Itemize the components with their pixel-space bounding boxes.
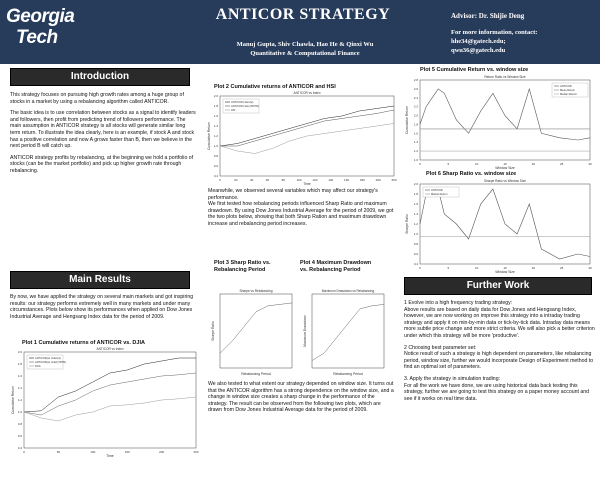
plot5-xtick-label: 15: [503, 162, 507, 166]
email-2: qwu36@gatech.edu: [451, 47, 506, 54]
plot1-ytick-label: 1.6: [17, 374, 22, 378]
plot5-legend-entry: Mean Return: [560, 89, 575, 92]
plot6-legend-entry: ANTICOR: [431, 189, 443, 192]
advisor-block: [451, 12, 596, 55]
program: Quantitative & Computational Finance: [250, 50, 360, 57]
plot4-inner-title: Maximum Drawdown vs Rebalancing: [321, 289, 375, 293]
main-results-heading: Main Results: [10, 271, 190, 289]
plot6-xlabel: Window Size: [495, 270, 515, 274]
plot1-xlabel: Time: [106, 454, 114, 458]
plot6-ytick-label: 0.8: [413, 242, 418, 246]
plot1-ytick-label: 0.4: [17, 446, 22, 450]
plot2-title: Plot 2 Cumulative returns of ANTICOR and HSI: [214, 84, 336, 90]
plot6-title: Plot 6 Sharp Ratio vs. window size: [426, 171, 517, 177]
plot5-ytick-label: 1.4: [413, 140, 418, 145]
logo-line1: Georgia: [6, 6, 75, 27]
plot6-xtick-label: 0: [419, 266, 421, 270]
plot2-ytick-label: 1.4: [213, 124, 218, 128]
header-banner: [0, 0, 600, 64]
introduction-heading: Introduction: [10, 68, 190, 86]
plot1-legend-entry: ANTICOR(w) Index(TRTR): [35, 361, 66, 364]
further-work-heading: Further Work: [404, 277, 592, 295]
plot2-xtick-label: 120: [312, 178, 318, 182]
authors-block: [190, 40, 420, 58]
plot6-xtick-label: 30: [588, 266, 592, 270]
plot6-ylabel: Sharpe Ratio: [405, 214, 409, 234]
plot1-xtick-label: 150: [124, 450, 130, 454]
plot2-xtick-label: 200: [375, 178, 381, 182]
plot3-ylabel: Sharpe Ratio: [211, 321, 215, 341]
plot2-ytick-label: 0.4: [213, 174, 218, 178]
plot6-inner-title: Sharpe Ratio vs Window Size: [484, 179, 526, 183]
plot5-title: Plot 5 Cumulative Return vs. window size: [420, 67, 529, 73]
main-results-body: [10, 294, 196, 325]
plot2-legend-entry: HSI: [231, 109, 236, 112]
plot4-title: Plot 4 Maximum Drawdown vs. Rebalancing Period: [300, 260, 372, 273]
plot6-ytick-label: 0.6: [413, 252, 418, 256]
plot6-legend-entry: Market Return: [431, 193, 448, 196]
plot2-legend-entry: ANTICOR Index(TR/TR): [231, 105, 260, 108]
middle-paragraph-3: We also tested to what extent our strategy depended on window size. It turns out that the ANTICOR algorithm has a strong dependence on the window size, and a change in window size creates a sharp change in the performance of the strategy. The result can be observed from the following two plots, which are drawn from Dow Jones Industrial Average data for the period of 2009.: [208, 381, 394, 414]
plot6-ytick-label: 2.0: [413, 182, 418, 186]
plot2-ytick-label: 1.6: [213, 114, 218, 118]
plot5-ytick-label: 1.2: [413, 149, 418, 154]
further-work-body: [404, 300, 596, 407]
plot5-ytick-label: 2.4: [413, 95, 418, 100]
plot6-chart: [404, 178, 596, 274]
middle-text-1: [208, 188, 394, 233]
plot2-ytick-label: 2.0: [213, 94, 218, 98]
plot1-ytick-label: 1.0: [17, 410, 22, 414]
plot1-xtick-label: 200: [159, 450, 165, 454]
plot2-xtick-label: 20: [234, 178, 238, 182]
plot4-chart: [302, 288, 388, 376]
email-1: hhe34@gatech.edu;: [451, 38, 506, 45]
plot5-ytick-label: 2.2: [413, 104, 418, 109]
plot5-xtick-label: 0: [419, 162, 421, 166]
plot1-ytick-label: 1.2: [17, 398, 22, 402]
plot3-inner-title: Sharpe vs Rebalancing: [239, 289, 273, 293]
middle-text-2: [208, 381, 394, 419]
plot5-xtick-label: 5: [447, 162, 450, 166]
plot6-ytick-label: 1.4: [413, 212, 418, 216]
plot2-xtick-label: 0: [219, 178, 221, 182]
plot1-ytick-label: 1.4: [17, 386, 22, 390]
plot6-ytick-label: 1.2: [413, 222, 418, 226]
intro-paragraph-1: This strategy focuses on pursuing high growth rates among a huge group of stocks in a market by using a rebalancing algorithm called ANTICOR.: [10, 92, 184, 105]
plot5-ylabel: Cumulative Return: [405, 105, 409, 135]
plot2-xtick-label: 60: [265, 178, 270, 182]
logo-line2: Tech: [16, 27, 58, 48]
plot2-xtick-label: 40: [249, 178, 254, 182]
plot4-plot-area: [312, 294, 384, 368]
plot1-ytick-label: 2.0: [17, 350, 22, 354]
plot2-xtick-label: 160: [344, 178, 350, 182]
plot1-ylabel: Cumulative Return: [11, 385, 15, 415]
fw-item3-title: 3. Apply the strategy in simulation trading:: [404, 375, 501, 382]
plot4-xlabel: Rebalancing Period: [333, 372, 363, 376]
middle-paragraph-1: Meanwhile, we observed several variables which may affect our strategy's performance.: [208, 188, 378, 201]
plot5-chart: [404, 74, 596, 170]
plot6-xtick-label: 5: [447, 266, 450, 270]
contact-label: For more information, contact:: [451, 29, 538, 36]
fw-item1-text: Above results are based on daily data for Dow Jones and Hengsang Index, however, we are now working on improve this strategy into a intraday trading strategy and apply it on min-by-min data or tick-by-tick data. Intraday data means more subtle price change and more strict criteria. We will also pick a better criterion under which this strategy will be more 'productive'.: [404, 306, 595, 339]
plot1-title: Plot 1 Cumulative returns of ANTICOR vs. DJIA: [22, 340, 145, 346]
plot1-ytick-label: 1.8: [17, 362, 22, 366]
plot5-legend-entry: Median Return: [560, 93, 578, 96]
plot5-ytick-label: 2.6: [413, 86, 418, 91]
plot2-inner-title: ANTICOR vs Index: [293, 91, 321, 95]
plot4-ylabel: Maximum Drawdown: [303, 315, 307, 347]
plot1-ytick-label: 0.6: [17, 434, 22, 438]
plot1-xtick-label: 50: [56, 450, 61, 454]
plot6-xtick-label: 10: [474, 266, 479, 270]
plot1-chart: [10, 346, 200, 458]
plot5-xtick-label: 30: [588, 162, 592, 166]
plot1-legend-entry: DJIA: [35, 365, 41, 368]
plot2-xtick-label: 100: [296, 178, 302, 182]
fw-item2-text: Notice result of such a strategy is high dependent on parameters, like rebalancing period, window size, further we would incorporate Design of Experiment method to find an optimal set of parameters.: [404, 351, 594, 371]
plot1-xtick-label: 0: [23, 450, 25, 454]
plot5-xtick-label: 25: [559, 162, 564, 166]
georgia-tech-logo: [6, 6, 76, 56]
plot5-xtick-label: 10: [474, 162, 479, 166]
plot1-legend-entry: ANTICOR(w) Index(w): [35, 357, 61, 360]
intro-paragraph-2: The basic idea is to use correlation between stocks as a signal to identify leaders and followers, then profit from predicting trend of followers performance. The main assumption in ANTICOR strategy is all stocks will generate similar long term return. To illustrate the idea clearly, here is an example, if stock A and stock has a positive correlation and now A grows faster than B, then we believe in the next period B will catch up.: [10, 110, 196, 150]
plot2-ylabel: Cumulative Return: [207, 121, 211, 151]
plot6-ytick-label: 1.8: [413, 192, 418, 196]
plot2-xlabel: Time: [303, 182, 311, 186]
plot2-xtick-label: 140: [328, 178, 334, 182]
plot5-xtick-label: 20: [531, 162, 536, 166]
plot1-xtick-label: 100: [90, 450, 96, 454]
plot2-xtick-label: 180: [359, 178, 365, 182]
poster-title: ANTICOR STRATEGY: [215, 6, 391, 23]
plot2-ytick-label: 0.6: [213, 164, 218, 168]
middle-paragraph-2: We first tested how rebalancing periods influenced Sharp Ratio and maximum drawdown. By using Dow Jones Industrial Average for the period of 2009, we got the two plots below, showing that both Sharp Ration and maximum drawdown increase and rebalancing period increases.: [208, 201, 394, 227]
plot5-ytick-label: 1.0: [413, 158, 418, 162]
plot2-legend-entry: ANTICOR Index(w): [231, 101, 254, 104]
plot5-xlabel: Window Size: [495, 166, 515, 170]
plot2-ytick-label: 1.2: [213, 134, 218, 138]
plot6-ytick-label: 1.6: [413, 202, 418, 206]
plot5-inner-title: Return Ratio vs Window Size: [484, 75, 526, 79]
plot6-ytick-label: 0.4: [413, 262, 418, 266]
plot2-xtick-label: 250: [391, 178, 397, 182]
plot5-ytick-label: 1.8: [413, 122, 418, 127]
plot3-xlabel: Rebalancing Period: [241, 372, 271, 376]
plot3-title: Plot 3 Sharp Ratio vs. Rebalancing Period: [214, 260, 271, 273]
plot3-plot-area: [220, 294, 292, 368]
plot1-xtick-label: 250: [193, 450, 199, 454]
plot5-legend-entry: ANTICOR: [560, 85, 572, 88]
advisor: Advisor: Dr. Shijie Deng: [451, 12, 525, 20]
fw-item2-title: 2 Choosing best parameter set:: [404, 344, 477, 351]
plot2-xtick-label: 80: [281, 178, 285, 182]
plot2-ytick-label: 0.8: [213, 154, 218, 158]
fw-item1-title: 1 Evolve into a high frequency trading strategy:: [404, 300, 513, 306]
plot1-inner-title: ANTICOR vs Index: [96, 347, 124, 351]
authors: Manuj Gupta, Shiv Chawla, Hao He & Qinxi Wu: [236, 41, 374, 48]
plot6-xtick-label: 15: [503, 266, 507, 270]
results-paragraph-1: By now, we have applied the strategy on several main markets and got inspiring results: our strategy performs extremely well in many markets and under many circumstances. Plots below show its performances when applied on Dow Jones Industrial Average and Hengsang Index data for the period of 2009.: [10, 294, 194, 320]
plot2-ytick-label: 1.0: [213, 144, 218, 148]
plot5-ytick-label: 2.8: [413, 78, 418, 82]
fw-item3-text: For all the work we have done, we are using historical data back testing this strategy, further we are going to test this strategy on a paper money account and see if it works on real time data.: [404, 382, 590, 402]
plot2-ytick-label: 1.8: [213, 104, 218, 108]
intro-paragraph-3: ANTICOR strategy profits by rebalancing, at the beginning we hold a portfolio of stocks (can be the market portfolio) and pick up higher growth rate through rebalancing.: [10, 154, 194, 174]
plot3-chart: [210, 288, 296, 376]
introduction-body: [10, 92, 196, 180]
plot1-ytick-label: 0.8: [17, 422, 22, 426]
plot5-ytick-label: 1.6: [413, 131, 418, 136]
plot5-ytick-label: 2.0: [413, 113, 418, 118]
plot6-xtick-label: 20: [531, 266, 536, 270]
plot6-ytick-label: 1.0: [413, 232, 418, 236]
plot2-chart: [206, 90, 398, 186]
plot6-xtick-label: 25: [559, 266, 564, 270]
